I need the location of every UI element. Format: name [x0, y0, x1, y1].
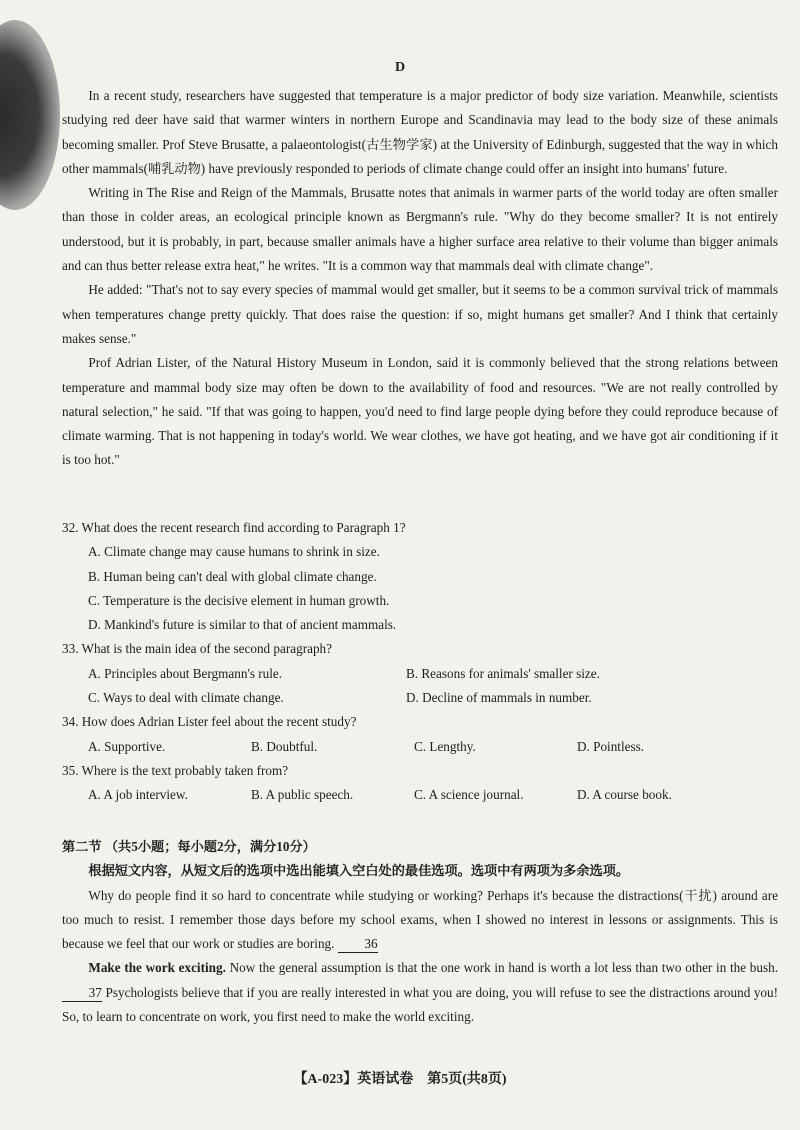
- section-letter: D: [394, 60, 406, 75]
- page-footer: 【A-023】英语试卷 第5页(共8页): [293, 1072, 507, 1087]
- options-grid: [62, 662, 778, 711]
- cloze-lead-sentence: Make the work exciting.: [88, 960, 226, 976]
- cloze-text: Why do people find it so hard to concentrate while studying or working? Perhaps it's because the distractions(干扰) around are too much to resist. I remember those days before my school exams, when I showed no interest in lessons or assignments. This is because we feel that our work or studies are boring.: [62, 887, 778, 952]
- answer-option[interactable]: C. Lengthy.: [414, 738, 476, 754]
- passage-paragraph-2: Writing in The Rise and Reign of the Mammals, Brusatte notes that animals in warmer parts of the world today are often smaller than those in colder areas, an ecological principle known as Bergmann's rule. "Why do they become smaller? It is not entirely understood, but it is probably, in part, because smaller animals have a higher surface area relative to their volume than bigger animals and can thus better release extra heat," he writes. "It is a common way that mammals deal with climate change".: [62, 185, 778, 274]
- question-stem: 35. Where is the text probably taken from?: [62, 762, 289, 778]
- cloze-paragraph-2: [62, 956, 778, 1029]
- answer-option[interactable]: C. Temperature is the decisive element in human growth.: [88, 592, 390, 608]
- answer-option[interactable]: C. A science journal.: [414, 787, 524, 803]
- answer-option[interactable]: D. Decline of mammals in number.: [406, 690, 592, 706]
- options-grid: [62, 783, 778, 807]
- answer-option[interactable]: B. Human being can't deal with global climate change.: [88, 568, 377, 584]
- scan-shadow: [0, 20, 60, 210]
- answer-option[interactable]: B. A public speech.: [251, 787, 354, 803]
- answer-option[interactable]: C. Ways to deal with climate change.: [88, 690, 284, 706]
- answer-option[interactable]: A. Principles about Bergmann's rule.: [88, 665, 283, 681]
- answer-option[interactable]: B. Doubtful.: [251, 738, 318, 754]
- passage-paragraph-3: He added: "That's not to say every species of mammal would get smaller, but it seems to be a common survival trick of mammals when temperatures change pretty quickly. That does raise the question: if so, might humans get smaller? And I think that certainly makes sense.": [62, 282, 778, 346]
- answer-option[interactable]: A. Climate change may cause humans to shrink in size.: [88, 544, 380, 560]
- question-stem: 32. What does the recent research find according to Paragraph 1?: [62, 520, 406, 535]
- reading-passage: [62, 84, 778, 473]
- answer-option[interactable]: A. Supportive.: [88, 738, 166, 754]
- answer-option[interactable]: D. Mankind's future is similar to that of ancient mammals.: [88, 617, 397, 633]
- passage-paragraph-4: Prof Adrian Lister, of the Natural History Museum in London, said it is commonly believed that the strong relations between temperature and mammal body size may often be down to the availability of food and resources. "We are not really controlled by natural selection," he said. "If that was going to happen, you'd need to find large people dying before they could reproduce because of climate warming. That is not happening in today's world. We wear clothes, we have got heating, and we have got air conditioning if it is too hot.": [62, 355, 778, 468]
- passage-paragraph-1: In a recent study, researchers have suggested that temperature is a major predictor of body size variation. Meanwhile, scientists studying red deer have said that warmer winters in northern Europe and Scandinavia may lead to the body size of these animals becoming smaller. Prof Steve Brusatte, a palaeontologist(古生物学家) at the University of Edinburgh, suggested that the way in which other mammals(哺乳动物) have previously responded to periods of climate change could offer an insight into humans' future.: [62, 88, 778, 176]
- question-block: [62, 516, 778, 808]
- section-heading: 第二节 （共5小题；每小题2分，满分10分）: [62, 839, 316, 854]
- answer-option[interactable]: D. A course book.: [577, 787, 672, 803]
- answer-option[interactable]: D. Pointless.: [577, 738, 645, 754]
- question-stem: 34. How does Adrian Lister feel about the recent study?: [62, 714, 357, 730]
- answer-option[interactable]: A. A job interview.: [88, 787, 188, 803]
- section-instruction: 根据短文内容，从短文后的选项中选出能填入空白处的最佳选项。选项中有两项为多余选项。: [88, 863, 630, 879]
- cloze-section: [62, 835, 778, 1029]
- blank-37[interactable]: 37: [62, 985, 102, 1002]
- question-stem: 33. What is the main idea of the second paragraph?: [62, 641, 333, 657]
- answer-option[interactable]: B. Reasons for animals' smaller size.: [406, 665, 600, 681]
- blank-36[interactable]: 36: [338, 936, 378, 953]
- cloze-text: Now the general assumption is that the one work in hand is worth a lot less than two other in the bush.: [229, 960, 779, 976]
- cloze-paragraph-1: [62, 884, 778, 957]
- cloze-text: Psychologists believe that if you are really interested in what you are doing, you will refuse to see the distractions around you! So, to learn to concentrate on work, you first need to make the world exciting.: [62, 984, 779, 1025]
- options-grid: [62, 735, 778, 759]
